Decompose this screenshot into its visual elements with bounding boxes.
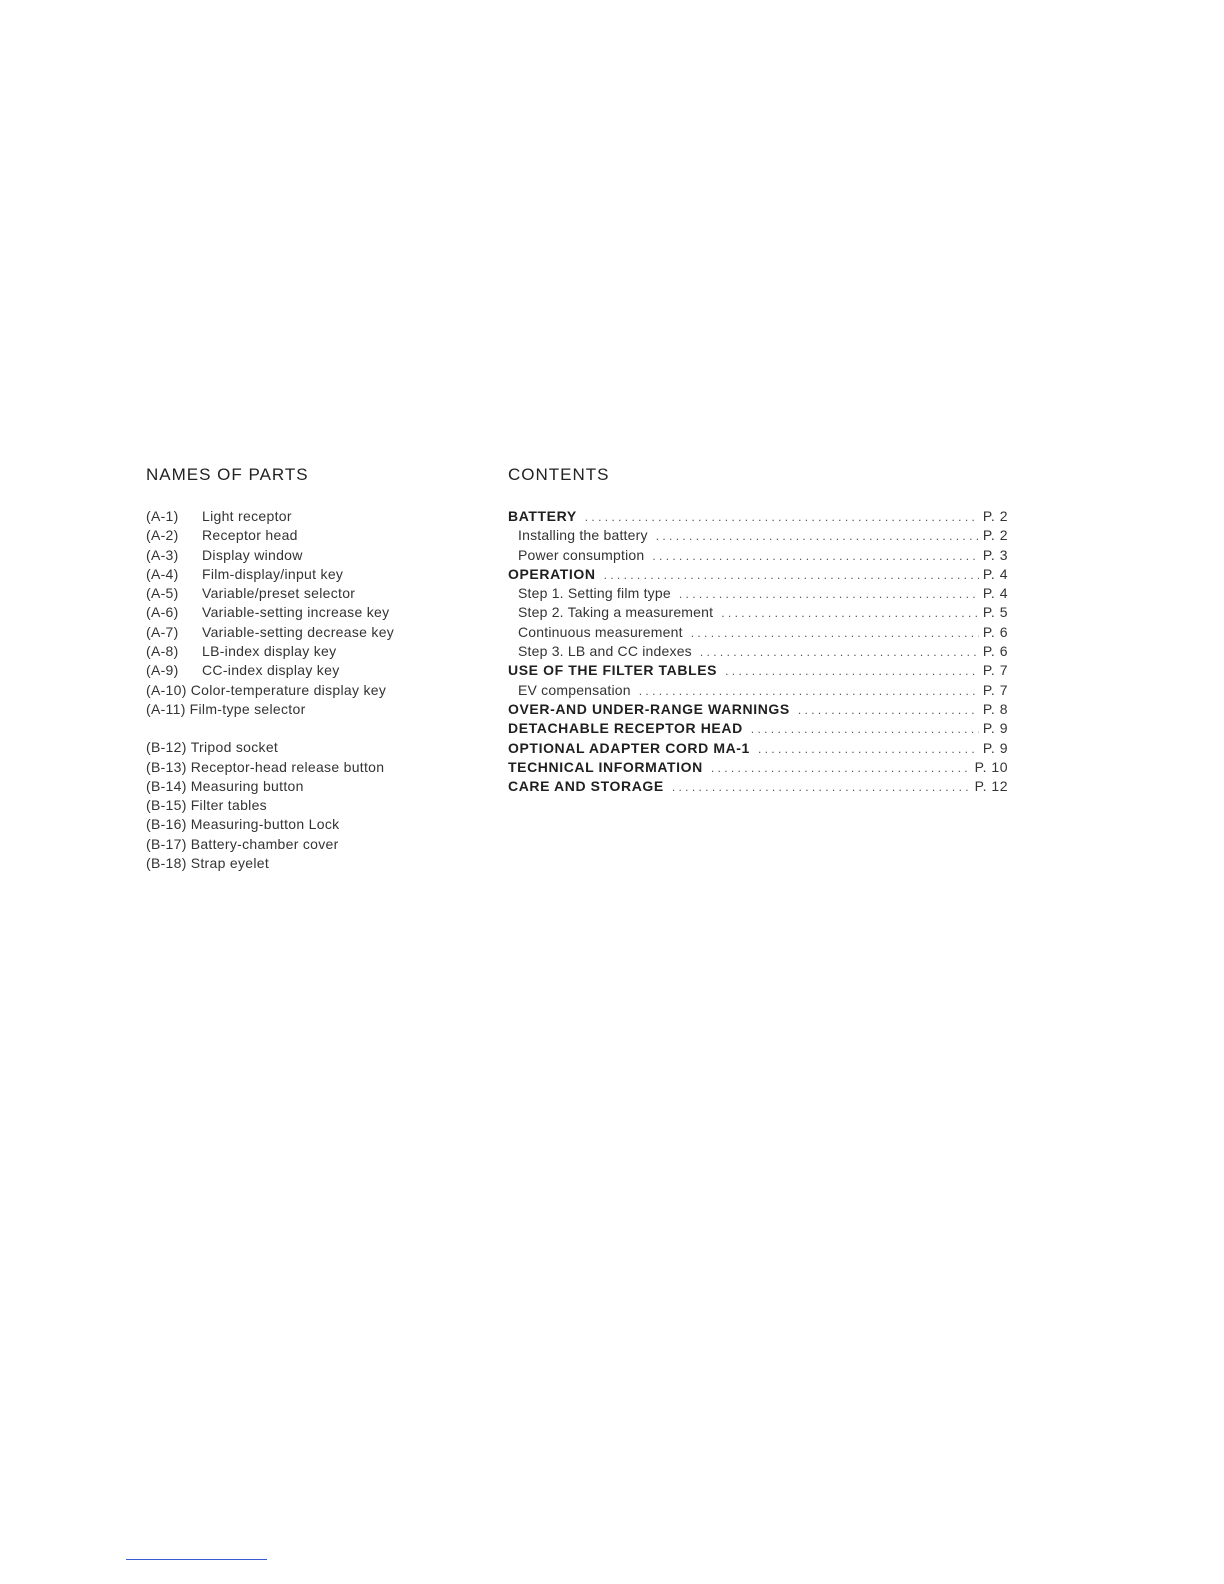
part-item: [146, 661, 466, 680]
part-item: [146, 507, 466, 526]
part-code: (A-8): [146, 643, 179, 660]
part-code: (A-11): [146, 700, 186, 717]
toc-entry: [508, 565, 1008, 584]
part-item: [146, 738, 466, 757]
part-item: [146, 796, 466, 815]
part-code: (A-1): [146, 508, 179, 524]
part-label: Film-type selector: [189, 700, 306, 717]
toc-page: P. 3: [982, 546, 1008, 563]
toc-entry: [508, 584, 1008, 603]
footnote-rule: [126, 1559, 267, 1560]
toc-page: P. 6: [982, 623, 1008, 640]
contents-section: [508, 463, 1008, 796]
names-of-parts-title: NAMES OF PARTS: [146, 465, 309, 484]
part-label: Variable-setting decrease key: [202, 623, 395, 640]
toc-leader-dots: [604, 566, 979, 585]
part-item: [146, 815, 466, 834]
toc-label: USE OF THE FILTER TABLES: [508, 662, 718, 679]
toc-entry: [508, 603, 1008, 622]
toc-page: P. 9: [982, 739, 1008, 756]
part-code: (B-14): [146, 777, 187, 794]
toc-page: P. 12: [974, 778, 1008, 795]
part-label: Battery-chamber cover: [190, 835, 339, 852]
part-code: (A-9): [146, 662, 179, 679]
part-code: (B-17): [146, 835, 187, 852]
part-label: Color-temperature display key: [190, 681, 387, 698]
toc-leader-dots: [656, 527, 979, 546]
part-item: [146, 623, 466, 642]
toc-page: P. 6: [982, 643, 1008, 660]
toc-entry: [508, 719, 1008, 738]
toc-entry: [508, 546, 1008, 565]
toc-page: P. 8: [982, 700, 1008, 717]
group-separator: [146, 719, 466, 738]
toc-entry: [508, 777, 1008, 796]
part-item: [146, 854, 466, 873]
part-label: Measuring button: [190, 777, 304, 794]
part-code: (B-12): [146, 739, 187, 756]
part-label: Film-display/input key: [202, 565, 344, 582]
part-code: (A-7): [146, 623, 179, 640]
toc-leader-dots: [585, 508, 979, 527]
toc-label: Step 1. Setting film type: [518, 585, 671, 602]
part-item: [146, 777, 466, 796]
toc-entry: [508, 739, 1008, 758]
toc-leader-dots: [691, 624, 979, 643]
toc-entry: [508, 642, 1008, 661]
toc-leader-dots: [700, 643, 979, 662]
toc-label: OVER-AND UNDER-RANGE WARNINGS: [508, 700, 790, 717]
toc-label: EV compensation: [518, 681, 631, 698]
toc-label: OPTIONAL ADAPTER CORD MA-1: [508, 739, 750, 756]
toc-entry: [508, 661, 1008, 680]
toc-entry: [508, 526, 1008, 545]
toc-label: Power consumption: [518, 546, 645, 563]
part-code: (A-4): [146, 565, 179, 582]
part-label: Tripod socket: [190, 739, 279, 756]
toc-leader-dots: [639, 682, 979, 701]
part-code: (A-5): [146, 585, 179, 602]
toc-label: Installing the battery: [518, 527, 648, 544]
toc-label: BATTERY: [508, 508, 577, 524]
toc-leader-dots: [679, 585, 979, 604]
part-item: [146, 758, 466, 777]
part-item: [146, 681, 466, 700]
toc-leader-dots: [798, 701, 979, 720]
toc-label: DETACHABLE RECEPTOR HEAD: [508, 720, 743, 737]
toc-list: [508, 507, 1008, 796]
part-label: Filter tables: [190, 797, 267, 814]
part-label: Measuring-button Lock: [190, 816, 340, 833]
part-item: [146, 546, 466, 565]
part-code: (B-13): [146, 758, 187, 775]
toc-page: P. 5: [982, 604, 1008, 621]
toc-page: P. 7: [982, 662, 1008, 679]
toc-leader-dots: [758, 740, 979, 759]
toc-entry: [508, 700, 1008, 719]
part-code: (B-18): [146, 855, 187, 872]
parts-list: [146, 507, 466, 873]
toc-leader-dots: [725, 662, 979, 681]
part-item: [146, 603, 466, 622]
part-item: [146, 565, 466, 584]
toc-leader-dots: [721, 604, 979, 623]
part-label: LB-index display key: [202, 643, 337, 660]
names-of-parts-section: [146, 463, 466, 873]
part-label: Light receptor: [202, 508, 292, 524]
part-code: (B-15): [146, 797, 187, 814]
toc-leader-dots: [751, 720, 979, 739]
toc-label: Step 3. LB and CC indexes: [518, 643, 692, 660]
part-label: CC-index display key: [202, 662, 340, 679]
part-item: [146, 526, 466, 545]
part-item: [146, 642, 466, 661]
toc-leader-dots: [711, 759, 971, 778]
toc-label: CARE AND STORAGE: [508, 778, 664, 795]
toc-label: OPERATION: [508, 565, 596, 582]
toc-entry: [508, 507, 1008, 526]
toc-page: P. 4: [982, 585, 1008, 602]
toc-label: Step 2. Taking a measurement: [518, 604, 714, 621]
part-label: Strap eyelet: [190, 855, 270, 872]
toc-page: P. 2: [982, 527, 1008, 544]
toc-entry: [508, 623, 1008, 642]
part-code: (A-6): [146, 604, 179, 621]
part-label: Display window: [202, 546, 303, 563]
toc-label: TECHNICAL INFORMATION: [508, 758, 703, 775]
part-label: Variable/preset selector: [202, 585, 356, 602]
toc-leader-dots: [652, 547, 979, 566]
part-item: [146, 584, 466, 603]
part-code: (A-10): [146, 681, 187, 698]
part-label: Receptor-head release button: [190, 758, 385, 775]
toc-leader-dots: [672, 778, 971, 797]
toc-label: Continuous measurement: [518, 623, 683, 640]
toc-page: P. 10: [974, 758, 1008, 775]
toc-page: P. 7: [982, 681, 1008, 698]
toc-page: P. 4: [982, 565, 1008, 582]
part-label: Variable-setting increase key: [202, 604, 390, 621]
part-code: (A-2): [146, 527, 179, 544]
toc-page: P. 9: [982, 720, 1008, 737]
toc-entry: [508, 758, 1008, 777]
part-item: [146, 835, 466, 854]
contents-title: CONTENTS: [508, 465, 610, 484]
part-code: (B-16): [146, 816, 187, 833]
part-item: [146, 700, 466, 719]
part-label: Receptor head: [202, 527, 298, 544]
part-code: (A-3): [146, 546, 179, 563]
toc-page: P. 2: [982, 508, 1008, 524]
toc-entry: [508, 681, 1008, 700]
